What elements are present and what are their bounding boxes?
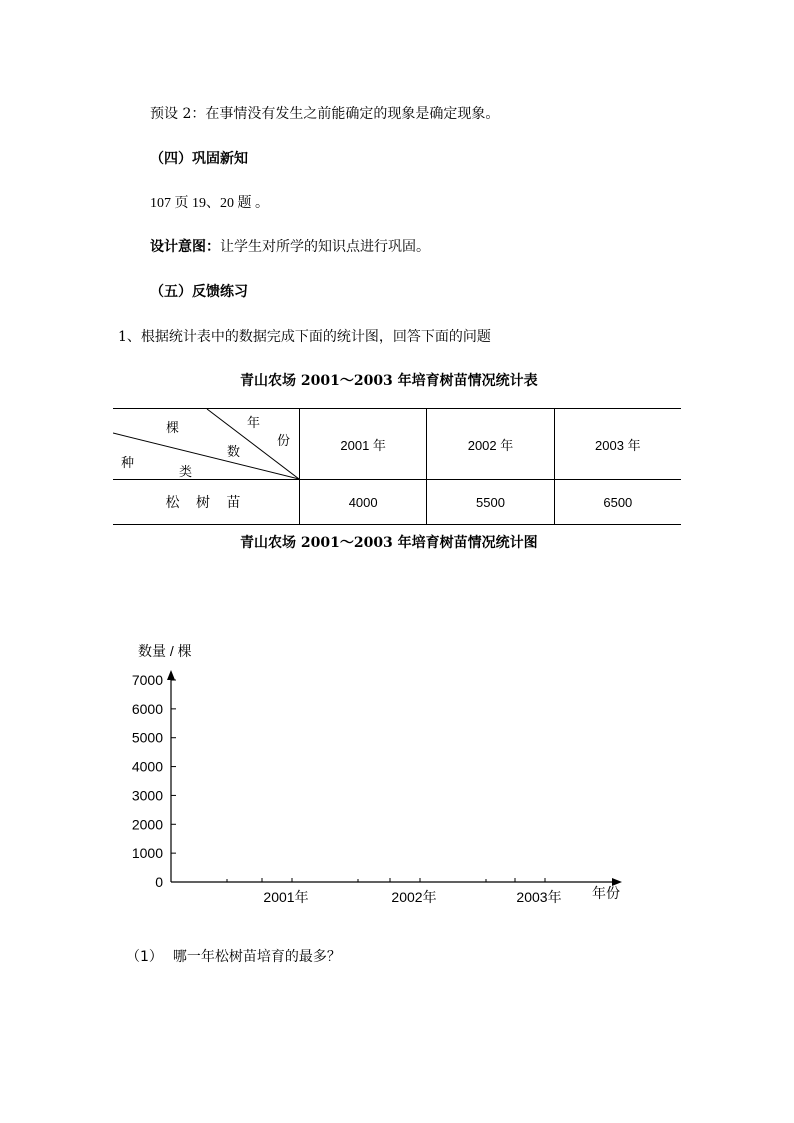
table-data-row	[113, 480, 681, 525]
y-axis-arrow	[167, 670, 175, 680]
table-header-row	[113, 409, 681, 480]
corner-label-fen: 份	[277, 434, 291, 449]
x-tick-label: 2003年	[516, 889, 562, 905]
y-tick-label: 0	[155, 874, 163, 890]
corner-label-lei: 类	[179, 465, 193, 480]
question-number: （1）	[126, 949, 163, 965]
value-2003: 6500	[554, 480, 681, 525]
y-axis-label: 数量 / 棵	[138, 643, 192, 659]
section-heading-feedback: （五）反馈练习	[150, 284, 248, 300]
question-1	[126, 946, 341, 966]
y-tick-label: 7000	[131, 672, 163, 688]
value-2001: 4000	[300, 480, 427, 525]
x-tick-label: 2002年	[391, 889, 437, 905]
table-corner-cell	[113, 409, 300, 480]
y-tick-label: 3000	[131, 787, 163, 804]
chart-title: 青山农场 2001～2003 年培育树苗情况统计图	[240, 535, 538, 551]
y-tick-label: 1000	[131, 845, 163, 862]
y-tick-label: 4000	[131, 758, 163, 775]
design-intent-label: 设计意图：	[150, 239, 220, 255]
x-tick-label: 2001年	[263, 889, 309, 905]
corner-label-ke: 棵	[166, 421, 180, 436]
statistics-table	[113, 408, 681, 525]
question-text: 哪一年松树苗培育的最多？	[172, 949, 341, 965]
row-label-pine: 松 树 苗	[113, 480, 300, 525]
year-header-2003: 2003 年	[554, 409, 681, 480]
corner-label-shu: 数	[227, 445, 241, 460]
corner-label-zhong: 种	[121, 456, 135, 471]
section-heading-consolidate: （四）巩固新知	[150, 151, 248, 167]
year-header-2002: 2002 年	[427, 409, 554, 480]
design-intent-text: 让学生对所学的知识点进行巩固。	[220, 239, 430, 255]
value-2002: 5500	[427, 480, 554, 525]
chart-axes	[167, 670, 622, 886]
y-tick-label: 6000	[131, 700, 163, 717]
exercise-pages-text: 107 页 19、20 题 。	[150, 196, 269, 211]
preset-2-text: 预设 2：在事情没有发生之前能确定的现象是确定现象。	[150, 106, 500, 122]
y-tick-label: 2000	[131, 816, 163, 833]
statistics-chart	[110, 630, 650, 920]
table-title: 青山农场 2001～2003 年培育树苗情况统计表	[240, 373, 538, 389]
design-intent	[150, 236, 430, 256]
year-header-2001: 2001 年	[300, 409, 427, 480]
x-axis-label: 年份	[592, 885, 620, 901]
question-1-intro: 1、根据统计表中的数据完成下面的统计图，回答下面的问题	[118, 329, 491, 345]
y-axis-ticks	[132, 672, 176, 890]
corner-diagonal-lines	[113, 409, 299, 479]
y-tick-label: 5000	[131, 729, 163, 746]
corner-label-nian: 年	[247, 416, 261, 431]
